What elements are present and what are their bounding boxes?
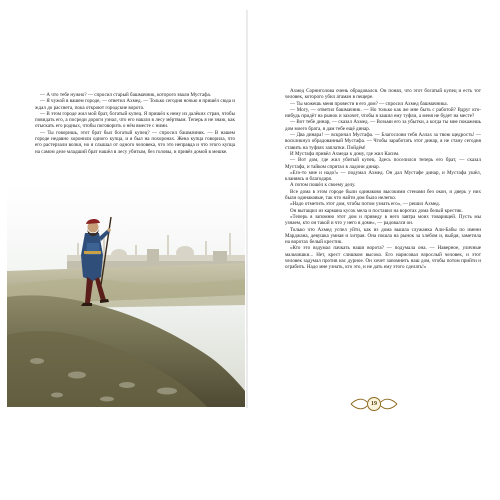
paragraph: — Ты говоришь, этот брат был богатый купец? — спросил башмачник. — В нашем городе недавно хоронили одного купца, и я был на похоронах. Жена купца говорила, что его растерзали волки, но я слышал от одного человека, что это неправда и что этого купца на самом деле младший брат нашёл в лесу убитым, без головы, и привёз домой в мешке. [35,129,235,155]
paragraph: — А что тебе нужно? — спросил старый башмачник, которого звали Мустафа. [40,92,212,98]
paragraph: — Я чужой в вашем городе, — ответил Ахмед. — Только сегодня ночью я пришёл сюда и ждал до рассвета, пока откроют городские ворота. [35,98,235,111]
paragraph: Только что Ахмед успел уйти, как из дома вышла служанка Али-Бабы по имени Марджана, девушка умная и хитрая. Она пошла на рынок за хлебом и, выйдя, заметила на воротах белый крестик. [285,226,481,246]
paragraph: — Вот дом, где жил убитый купец. Здесь поселился теперь его брат, — сказал Мустафа, и тайком спрятал в ладони динар. [285,157,481,170]
paragraph: — В этом городе жил мой брат, богатый купец. Я пришёл к нему из далёких стран, чтобы повидать его, а посреди дороги узнал, что его нашли в лесу мёртвым. Теперь я не знаю, как отыскать его родных, чтобы поговорить о нём вместе с ними. [35,110,235,130]
paragraph: — Вот тебе динар, — сказал Ахмед. — Возьми его за убытки, а когда ты мне покажешь дом моего брата, я дам тебе ещё динар. [285,119,481,132]
paragraph: Все дома в этом городе были одинаково высокими стенами без окон, и дверь у них были одинаковые, так что найти дом было нелегко. [285,188,481,202]
paragraph: Он вытащил из кармана кусок мела и поставил на воротах дома белый крестик. [290,207,463,214]
right-text-column [285,88,481,271]
paragraph: И Мустафа привёл Ахмеда к дому, где жил Касим. [290,150,400,157]
left-page [7,0,245,412]
page-number-ornament [349,396,399,412]
paragraph: — Два динара! — вскричал Мустафа. — Благослови тебя Аллах за твою щедрость! — воскликнул обрадованный Мустафа. — Чтобы заработать этот динар, я не стану сегодня ставить на туфлях заплатки. Пойдём! [285,132,481,151]
page-number: 19 [371,401,377,407]
paragraph: Ахмед Сорниголова очень обрадовался. Он понял, что этот богатый купец и есть тот человек, которого убил атаман в пещере. [285,88,481,101]
paragraph: — Ты можешь меня провести в его дом? — спросил Ахмед башмачника. [290,100,448,107]
paragraph: А потом пошёл к своему делу. [290,182,356,189]
paragraph: «Кто это вздумал пачкать наши ворота? — подумала она. — Наверное, уличные мальчишки... Нет, крест слишком высоко. Его нарисовал взрослый человек, и этот человек задумал против нас дурное. Он хочет запомнить наш дом, чтобы потом прийти и ограбить. Надо мне узнать, кто это, и не дать ему этого сделать!» [285,245,481,271]
paragraph: — Могу, — ответил башмачник. — Но только как же мне быть с работой? Вдруг кто-нибудь придёт на рынок и захочет, чтобы я зашил ему туфли, а меня не будет на месте? [285,106,481,120]
paragraph: «Его-то мне и надо!» — подумал Ахмед. Он дал Мустафе динар, и Мустафа ушёл, кланяясь и благодаря. [285,169,481,183]
paragraph: «Теперь я запомню этот дом и приведу в него завтра моих товарищей. Пусть мы узнаем, кто он такой и что у него в доме», — радовался он. [285,213,481,227]
illustration-svg [7,185,245,407]
illustration-man-with-staff-over-city [7,185,245,407]
left-text-column [35,92,235,155]
right-page [255,0,493,412]
paragraph: «Надо отметить этот дом, чтобы потом узнать его», — решил Ахмед. [290,201,441,208]
gutter [246,10,248,408]
